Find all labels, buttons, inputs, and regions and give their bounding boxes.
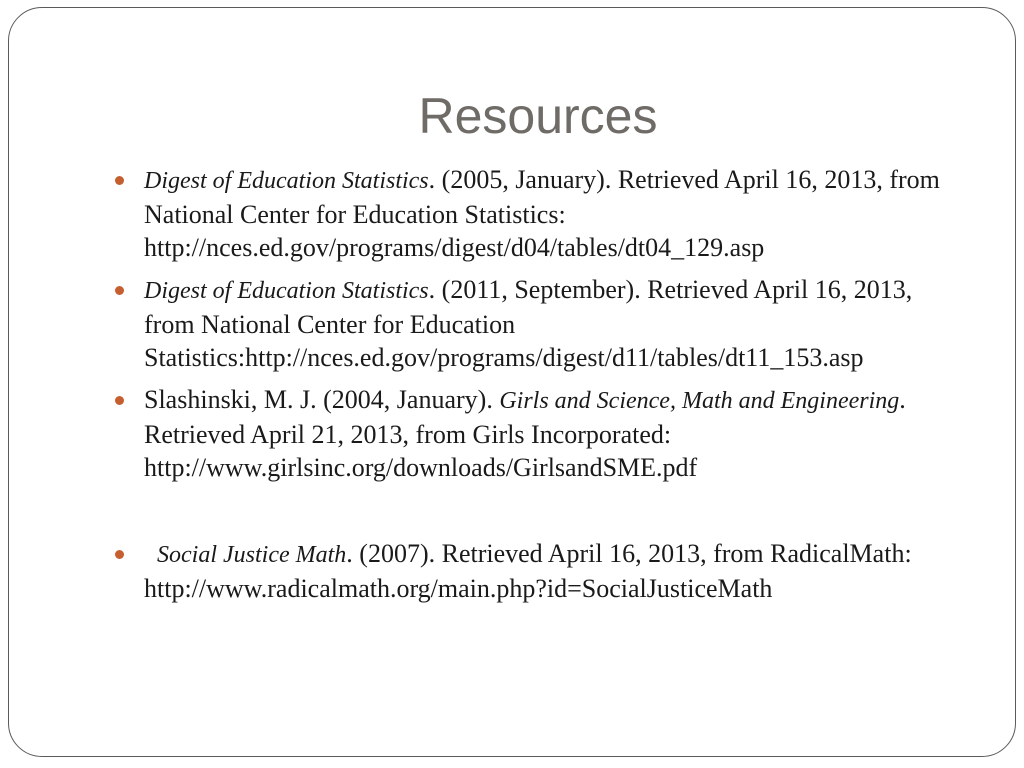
reference-title: Digest of Education Statistics — [144, 278, 429, 304]
slide-title: Resources — [418, 88, 658, 144]
reference-title: Social Justice Math — [157, 542, 347, 568]
bullet-icon — [115, 396, 124, 405]
bullet-icon — [115, 286, 124, 295]
reference-lead — [144, 539, 157, 568]
reference-item — [144, 273, 956, 374]
reference-details: . (2005, January). Retrieved April 16, 2013, from National Center for Education Statistics: http://nces.ed.gov/programs/digest/d04/tables/dt04_129.asp — [144, 165, 940, 262]
reference-item — [144, 537, 956, 605]
bullet-icon — [115, 550, 124, 559]
reference-title: Girls and Science, Math and Engineering — [499, 388, 900, 414]
reference-item — [144, 383, 956, 484]
reference-details: . Retrieved April 21, 2013, from Girls Incorporated: http://www.girlsinc.org/downloads/GirlsandSME.pdf — [144, 385, 906, 482]
reference-lead: Slashinski, M. J. (2004, January). — [144, 385, 500, 414]
reference-details: . (2007). Retrieved April 16, 2013, from RadicalMath: http://www.radicalmath.org/main.php?id=SocialJusticeMath — [144, 539, 912, 603]
reference-details: . (2011, September). Retrieved April 16, 2013, from National Center for Education Statistics:http://nces.ed.gov/programs/digest/d11/tables/dt11_153.asp — [144, 275, 913, 372]
reference-list — [144, 163, 956, 614]
bullet-icon — [115, 176, 124, 185]
reference-item — [144, 163, 956, 264]
reference-title: Digest of Education Statistics — [144, 168, 429, 194]
